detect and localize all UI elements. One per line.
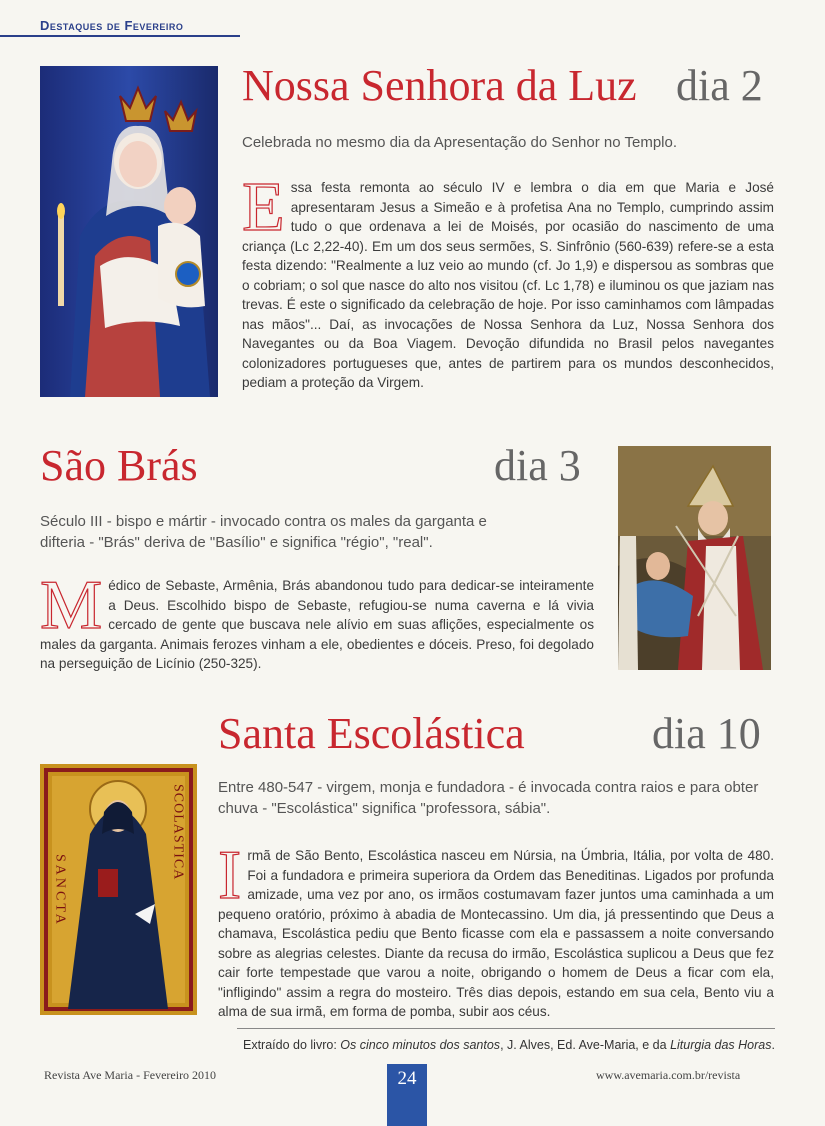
source-middle: , J. Alves, Ed. Ave-Maria, e da	[500, 1038, 671, 1052]
body-text: rmã de São Bento, Escolástica nasceu em Núrsia, na Úmbria, Itália, por volta de 480. Foi a fundadora e primeira superiora da Ordem das Beneditinas. Ligados por profunda amizade, uma vez por ano, os irmãos costumavam fazer juntos uma caminhada a um pequeno oratório, próximo à abadia de Montecassino. Um dia, já pressentindo que Deus a chamava, Escolástica pediu que Bento ficasse com ela e passassem a noite conversando sobre as alegrias celestes. Diante da recusa do irmão, Escolástica suplicou a Deus que fez cair forte tempestade que varou a noite, obrigando o homem de Deus a ficar com ela, "infligindo" assim a regra do mosteiro. Três dias depois, estando em sua cela, Bento viu a alma de sua irmã, em forma de pomba, subir aos céus.	[218, 848, 774, 1019]
source-citation	[237, 1038, 775, 1052]
section-label: Destaques de Fevereiro	[40, 18, 184, 33]
source-rule	[237, 1028, 775, 1029]
footer-magazine: Revista Ave Maria - Fevereiro 2010	[44, 1068, 217, 1082]
article-title-nossa-senhora: Nossa Senhora da Luz	[242, 61, 637, 110]
source-book2: Liturgia das Horas	[670, 1038, 772, 1052]
source-suffix: .	[771, 1038, 775, 1052]
icon-letters-left: SANCTA	[52, 854, 68, 927]
section-rule	[0, 35, 240, 37]
article-body-santa-escolastica	[218, 837, 774, 1022]
article-body-sao-bras	[40, 567, 594, 674]
icon-letters-right: SCOLASTICA	[170, 784, 186, 881]
nossa-senhora-image	[40, 66, 218, 397]
article-day-nossa-senhora: dia 2	[676, 61, 763, 110]
article-subtitle-santa-escolastica: Entre 480-547 - virgem, monja e fundadora - é invocada contra raios e para obter chuva - "Escolástica" significa "professora, sábia".	[218, 779, 759, 817]
article-title-santa-escolastica: Santa Escolástica	[218, 709, 525, 758]
article-day-santa-escolastica: dia 10	[652, 709, 761, 758]
article-day-sao-bras: dia 3	[494, 441, 581, 490]
article-title-sao-bras: São Brás	[40, 441, 198, 490]
santa-escolastica-image	[40, 764, 197, 1015]
body-text: ssa festa remonta ao século IV e lembra o dia em que Maria e José apresentaram Jesus a Simeão e à profetisa Ana no Templo, cumprindo assim tudo o que ordenava a lei de Moisés, por ocasião do nascimento de uma criança (Lc 2,22-40). Em um dos seus sermões, S. Sinfrônio (560-639) refere-se a esta festa dizendo: "Realmente a luz veio ao mundo (cf. Jo 1,9) e dispersou as sombras que o cobriam; o sol que nasce do alto nos visitou (cf. Lc 1,78) e iluminou os que jaziam nas trevas. É este o significado da celebração de hoje. Por isso caminhamos com lâmpadas nas mãos"... Daí, as invocações de Nossa Senhora da Luz, Nossa Senhora dos Navegantes ou da Boa Viagem. Devoção difundida no Brasil pelos navegantes colonizadores portugueses que, antes de partirem para os mundos desconhecidos, pediam a proteção da Virgem.	[242, 180, 774, 390]
dropcap-i: I	[218, 837, 242, 914]
dropcap-m: M	[40, 567, 103, 644]
article-subtitle-sao-bras: Século III - bispo e mártir - invocado contra os males da garganta e difteria - "Brás" deriva de "Basílio" e significa "régio", "real".	[40, 513, 487, 551]
body-text: édico de Sebaste, Armênia, Brás abandonou tudo para dedicar-se inteiramente a Deus. Escolhido bispo de Sebaste, refugiou-se numa caverna e lá vivia cercado de gente que buscava nele alívio em suas aflições, especialmente os males da garganta. Animais ferozes vinham a ele, obedientes e dóceis. Preso, foi degolado na perseguição de Licínio (250-325).	[40, 578, 594, 671]
footer-url[interactable]: www.avemaria.com.br/revista	[596, 1068, 741, 1082]
source-book: Os cinco minutos dos santos	[340, 1038, 501, 1052]
article-subtitle-nossa-senhora: Celebrada no mesmo dia da Apresentação do Senhor no Templo.	[242, 134, 678, 151]
article-body-nossa-senhora	[242, 169, 774, 393]
page-number: 24	[387, 1064, 427, 1126]
sao-bras-image	[618, 446, 771, 670]
dropcap-e: E	[242, 169, 285, 246]
source-prefix: Extraído do livro:	[243, 1038, 341, 1052]
